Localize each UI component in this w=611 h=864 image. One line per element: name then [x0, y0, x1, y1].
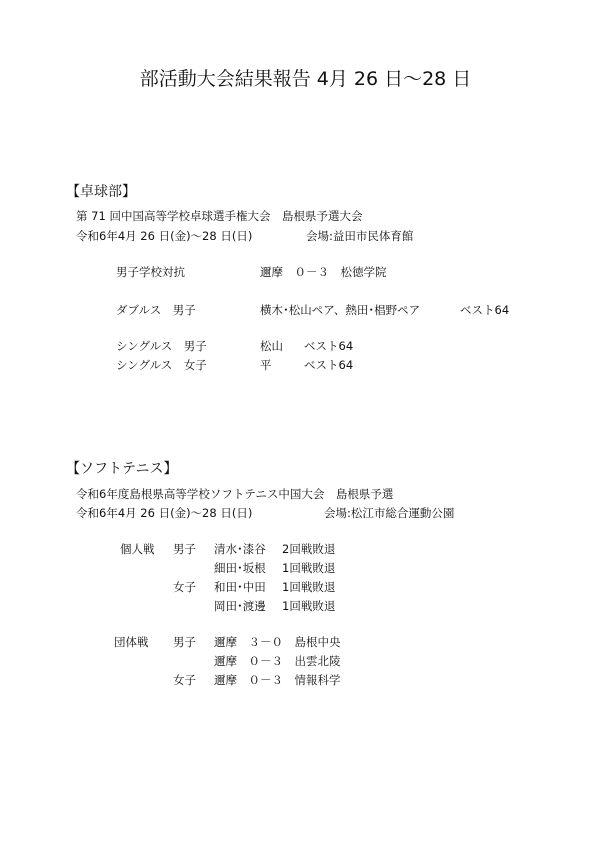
singles-girls-player: 平 [260, 358, 272, 372]
team-girls-label: 女子 [173, 673, 196, 687]
team-score: 邇摩 ０－３ 情報科学 [214, 673, 341, 687]
individual-result: 1回戦敗退 [282, 599, 336, 613]
singles-boys-result: ベスト64 [304, 339, 354, 353]
soft-tennis-heading: 【ソフトテニス】 [66, 461, 178, 477]
team-score: 邇摩 ３－０ 島根中央 [214, 635, 341, 649]
doubles-result: ベスト64 [460, 303, 510, 317]
individual-pair: 清水･漆谷 [214, 542, 266, 556]
individual-pair: 岡田･渡邊 [214, 599, 266, 613]
soft-tennis-dates: 令和6年4月 26 日(金)〜28 日(日) [76, 506, 253, 520]
individual-pair: 細田･坂根 [214, 561, 266, 575]
soft-tennis-event: 令和6年度島根県高等学校ソフトテニス中国大会 島根県予選 [76, 487, 394, 501]
individual-boys-label: 男子 [173, 542, 196, 556]
table-tennis-event: 第 71 回中国高等学校卓球選手権大会 島根県予選大会 [76, 209, 363, 223]
table-tennis-dates: 令和6年4月 26 日(金)〜28 日(日) [76, 229, 253, 243]
individual-result: 2回戦敗退 [282, 542, 336, 556]
individual-result: 1回戦敗退 [282, 580, 336, 594]
individual-result: 1回戦敗退 [282, 561, 336, 575]
team-score: 邇摩 ０－３ 出雲北陵 [214, 654, 341, 668]
table-tennis-venue: 会場:益田市民体育館 [306, 229, 414, 243]
individual-label: 個人戦 [120, 542, 155, 556]
singles-girls-label: シングルス 女子 [116, 358, 207, 372]
soft-tennis-venue: 会場:松江市総合運動公園 [324, 506, 455, 520]
singles-boys-player: 松山 [260, 339, 283, 353]
doubles-players: 横木･松山ペア、熱田･椙野ペア [260, 303, 421, 317]
individual-pair: 和田･中田 [214, 580, 266, 594]
singles-girls-result: ベスト64 [304, 358, 354, 372]
team-match-result: 邇摩 ０－３ 松徳学院 [260, 265, 387, 279]
table-tennis-heading: 【卓球部】 [66, 184, 136, 200]
team-match-label: 男子学校対抗 [116, 265, 185, 279]
page-title: 部活動大会結果報告 4月 26 日〜28 日 [139, 68, 472, 90]
individual-girls-label: 女子 [173, 580, 196, 594]
team-label: 団体戦 [114, 635, 149, 649]
singles-boys-label: シングルス 男子 [116, 339, 207, 353]
doubles-label: ダブルス 男子 [116, 303, 196, 317]
team-boys-label: 男子 [173, 635, 196, 649]
